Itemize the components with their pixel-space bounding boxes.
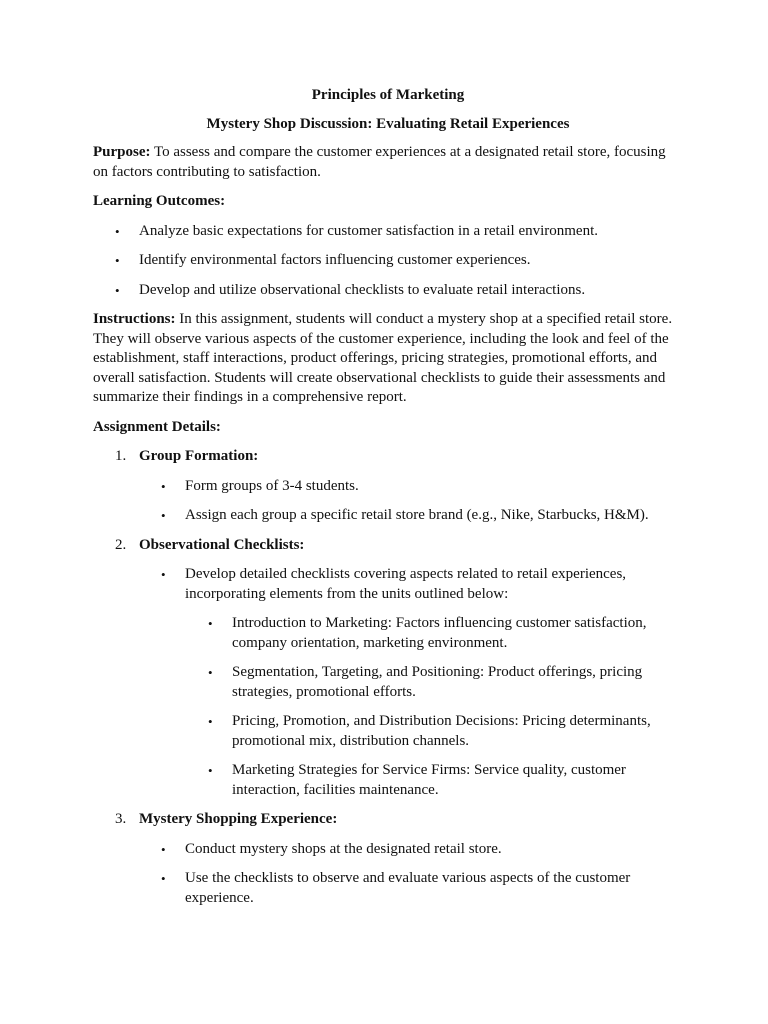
assignment-steps-list xyxy=(93,447,683,908)
step-heading xyxy=(93,810,683,830)
list-item xyxy=(93,663,683,702)
checklist-unit-text: Marketing Strategies for Service Firms: Service quality, customer interaction, facilities maintenance. xyxy=(232,762,626,798)
list-item xyxy=(93,506,683,526)
step-heading xyxy=(93,536,683,556)
step-number: 3. xyxy=(115,811,127,827)
bullet-icon: • xyxy=(115,282,120,298)
list-item xyxy=(93,565,683,604)
document-subtitle: Mystery Shop Discussion: Evaluating Retail Experiences xyxy=(206,115,570,132)
list-item xyxy=(93,712,683,751)
bullet-icon: • xyxy=(161,508,166,523)
purpose-paragraph xyxy=(93,143,683,182)
outcome-text: Identify environmental factors influencing customer experiences. xyxy=(139,252,531,268)
list-item xyxy=(93,761,683,800)
step-item-text: Develop detailed checklists covering aspects related to retail experiences, incorporating elements from the units outlined below: xyxy=(185,566,627,602)
list-item xyxy=(93,281,683,301)
step-number: 1. xyxy=(115,448,127,464)
bullet-icon: • xyxy=(208,714,213,729)
bullet-icon: • xyxy=(208,763,213,778)
step-item-text: Use the checklists to observe and evaluate various aspects of the customer experience. xyxy=(185,870,631,906)
list-item xyxy=(93,251,683,271)
list-item xyxy=(93,222,683,242)
purpose-label: Purpose: xyxy=(93,144,151,160)
learning-outcomes-heading: Learning Outcomes: xyxy=(93,193,226,209)
bullet-icon: • xyxy=(208,616,213,631)
learning-outcomes-list xyxy=(93,222,683,301)
bullet-icon: • xyxy=(115,223,120,239)
bullet-icon: • xyxy=(161,841,166,857)
checklist-unit-text: Pricing, Promotion, and Distribution Decisions: Pricing determinants, promotional mix, distribution channels. xyxy=(232,713,651,749)
document-page xyxy=(93,86,683,918)
list-item xyxy=(93,840,683,860)
bullet-icon: • xyxy=(208,665,213,680)
document-title: Principles of Marketing xyxy=(311,87,465,103)
step-title: Observational Checklists: xyxy=(139,536,305,553)
step-item-text: Conduct mystery shops at the designated retail store. xyxy=(185,840,502,857)
step-title: Mystery Shopping Experience: xyxy=(139,811,338,827)
assignment-details-heading: Assignment Details: xyxy=(93,418,221,435)
step-item-text: Assign each group a specific retail store brand (e.g., Nike, Starbucks, H&M). xyxy=(185,507,649,523)
step-item-text: Form groups of 3-4 students. xyxy=(185,477,359,494)
bullet-icon: • xyxy=(161,567,166,582)
list-item xyxy=(93,477,683,497)
list-item xyxy=(93,614,683,653)
checklist-unit-text: Segmentation, Targeting, and Positioning: Product offerings, pricing strategies, promotional efforts. xyxy=(232,664,643,700)
instructions-label: Instructions: xyxy=(93,311,176,327)
instructions-paragraph xyxy=(93,310,683,408)
step-title: Group Formation: xyxy=(139,448,259,464)
checklist-unit-text: Introduction to Marketing: Factors influencing customer satisfaction, company orientation, marketing environment. xyxy=(232,615,647,651)
instructions-text: In this assignment, students will conduct a mystery shop at a specified retail store. They will observe various aspects of the customer experience, including the look and feel of the establishment, staff interactions, product offerings, pricing strategies, promotional efforts, and overall satisfaction. Students will create observational checklists to guide their assessments and summarize their findings in a comprehensive report. xyxy=(93,311,673,405)
step-heading xyxy=(93,447,683,467)
list-item xyxy=(93,869,683,908)
bullet-icon: • xyxy=(161,478,166,494)
bullet-icon: • xyxy=(161,871,166,886)
bullet-icon: • xyxy=(115,253,120,268)
outcome-text: Analyze basic expectations for customer satisfaction in a retail environment. xyxy=(139,222,599,239)
step-number: 2. xyxy=(115,536,127,553)
outcome-text: Develop and utilize observational checklists to evaluate retail interactions. xyxy=(139,281,586,298)
purpose-text: To assess and compare the customer experiences at a designated retail store, focusing on factors contributing to satisfaction. xyxy=(93,144,666,180)
